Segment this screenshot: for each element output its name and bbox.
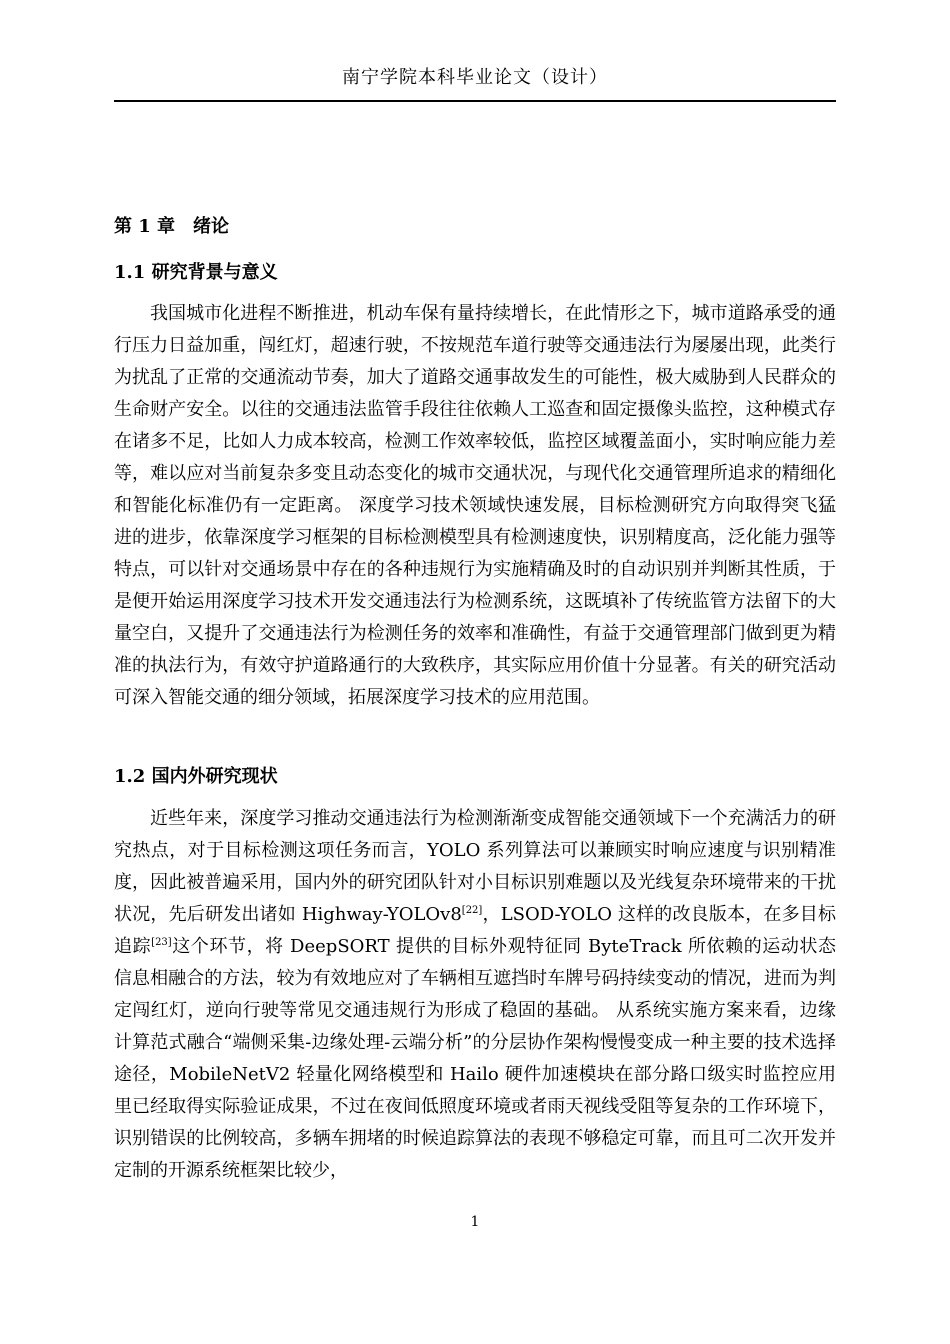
header-divider: [114, 100, 836, 102]
citation-23: [23]: [151, 937, 172, 948]
section-1-1-paragraph: 我国城市化进程不断推进，机动车保有量持续增长，在此情形之下，城市道路承受的通行压力日益加重，闯红灯，超速行驶，不按规范车道行驶等交通违法行为屡屡出现，此类行为扰乱了正常的交通流动节奏，加大了道路交通事故发生的可能性，极大威胁到人民群众的生命财产安全。以往的交通违法监管手段往往依赖人工巡查和固定摄像头监控，这种模式存在诸多不足，比如人力成本较高，检测工作效率较低，监控区域覆盖面小，实时响应能力差等，难以应对当前复杂多变且动态变化的城市交通状况，与现代化交通管理所追求的精细化和智能化标准仍有一定距离。 深度学习技术领域快速发展，目标检测研究方向取得突飞猛进的进步，依靠深度学习框架的目标检测模型具有检测速度快，识别精度高，泛化能力强等特点，可以针对交通场景中存在的各种违规行为实施精确及时的自动识别并判断其性质，于是便开始运用深度学习技术开发交通违法行为检测系统，这既填补了传统监管方法留下的大量空白，又提升了交通违法行为检测任务的效率和准确性，有益于交通管理部门做到更为精准的执法行为，有效守护道路通行的大致秩序，其实际应用价值十分显著。有关的研究活动可深入智能交通的细分领域，拓展深度学习技术的应用范围。: [114, 303, 836, 708]
chapter-title: 第 1 章 绪论: [114, 216, 230, 237]
paragraph-text: 这个环节，将 DeepSORT 提供的目标外观特征同 ByteTrack 所依赖的运动状态信息相融合的方法，较为有效地应对了车辆相互遮挡时车牌号码持续变动的情况，进而为判定闯红灯，逆向行驶等常见交通违规行为形成了稳固的基础。 从系统实施方案来看，边缘计算范式融合“端侧采集-边缘处理-云端分析”的分层协作架构慢慢变成一种主要的技术选择途径，MobileNetV2 轻量化网络模型和 Hailo 硬件加速模块在部分路口级实时监控应用里已经取得实际验证成果，不过在夜间低照度环境或者雨天视线受阻等复杂的工作环境下，识别错误的比例较高，多辆车拥堵的时候追踪算法的表现不够稳定可靠，而且可二次开发并定制的开源系统框架比较少，: [114, 936, 837, 1181]
section-title-1-1: 1.1 研究背景与意义: [114, 262, 278, 283]
paragraph-text: ，LSOD-YOLO 这样的改良版本，在多目标追踪: [114, 904, 836, 957]
section-title-1-2: 1.2 国内外研究现状: [114, 766, 278, 787]
page-header-title: 南宁学院本科毕业论文（设计）: [342, 67, 608, 88]
section-1-2-paragraph: [114, 803, 836, 1187]
page-number: 1: [470, 1214, 480, 1230]
paragraph-text: 近些年来，深度学习推动交通违法行为检测渐渐变成智能交通领域下一个充满活力的研究热点，对于目标检测这项任务而言，YOLO 系列算法可以兼顾实时响应速度与识别精准度，因此被普遍采用，国内外的研究团队针对小目标识别难题以及光线复杂环境带来的干扰状况，先后研发出诸如 Highway-YOLOv8: [114, 808, 836, 925]
citation-22: [22]: [461, 905, 483, 916]
